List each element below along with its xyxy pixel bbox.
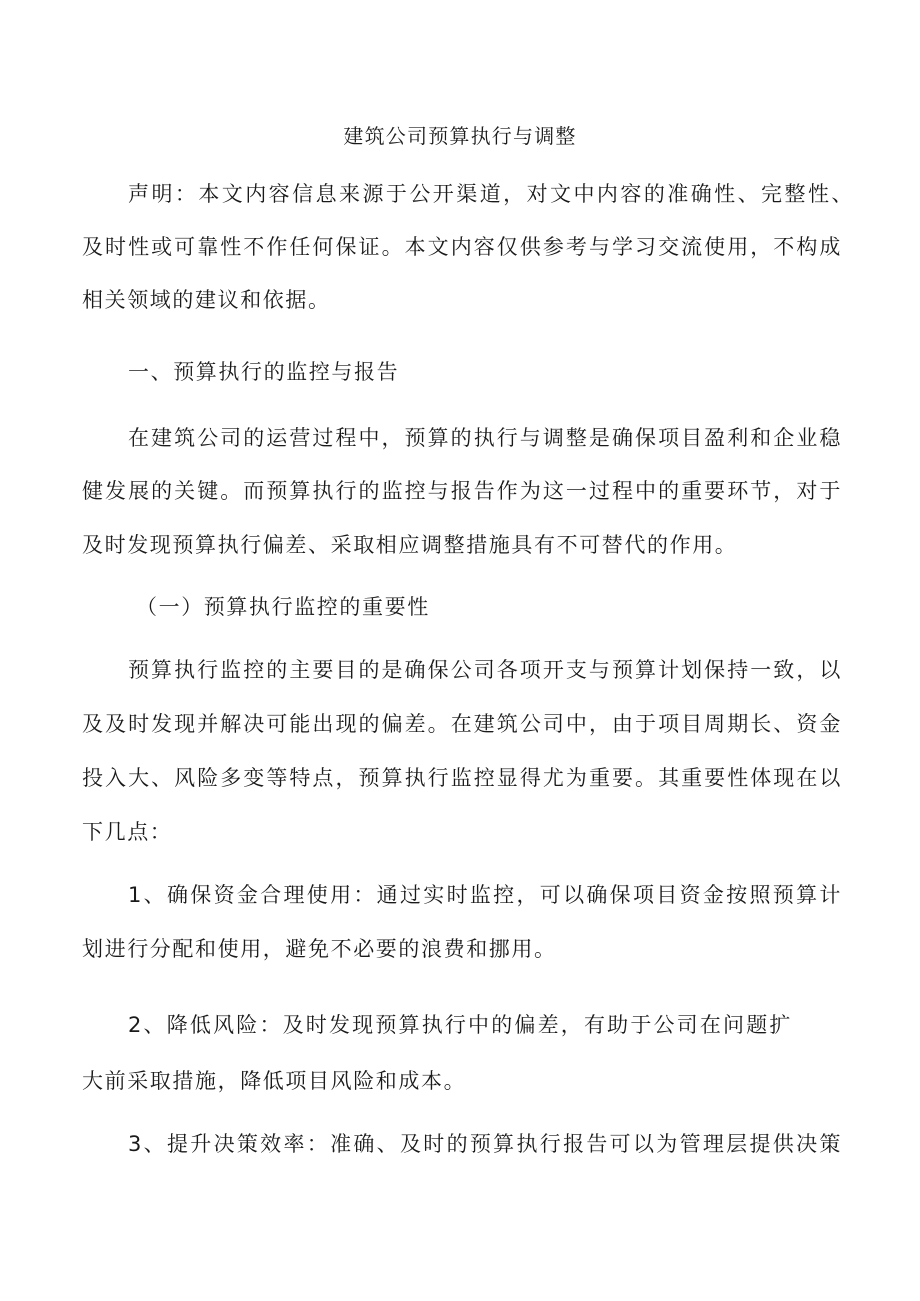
list-item-3-line-1: 3、提升决策效率：准确、及时的预算执行报告可以为管理层提供决策 — [128, 1132, 842, 1156]
paragraph-2-line-1: 预算执行监控的主要目的是确保公司各项开支与预算计划保持一致，以 — [128, 658, 842, 682]
document-title: 建筑公司预算执行与调整 — [343, 124, 577, 148]
section-heading-1: 一、预算执行的监控与报告 — [128, 360, 400, 384]
paragraph-1-line-1: 在建筑公司的运营过程中，预算的执行与调整是确保项目盈利和企业稳 — [128, 426, 842, 450]
paragraph-2-line-2: 及及时发现并解决可能出现的偏差。在建筑公司中，由于项目周期长、资金 — [82, 712, 842, 736]
paragraph-1-line-3: 及时发现预算执行偏差、采取相应调整措施具有不可替代的作用。 — [82, 533, 738, 557]
disclaimer-line-2: 及时性或可靠性不作任何保证。本文内容仅供参考与学习交流使用，不构成 — [82, 235, 842, 259]
list-item-1-line-1: 1、确保资金合理使用：通过实时监控，可以确保项目资金按照预算计 — [128, 883, 842, 907]
paragraph-1-line-2: 健发展的关键。而预算执行的监控与报告作为这一过程中的重要环节，对于 — [82, 479, 842, 503]
list-item-2-line-2: 大前采取措施，降低项目风险和成本。 — [82, 1069, 467, 1093]
subsection-heading-1: （一）预算执行监控的重要性 — [136, 595, 430, 619]
list-item-2-line-1: 2、降低风险：及时发现预算执行中的偏差，有助于公司在问题扩 — [128, 1013, 792, 1037]
disclaimer-line-3: 相关领域的建议和依据。 — [82, 288, 331, 312]
paragraph-2-line-4: 下几点： — [82, 820, 173, 844]
list-item-1-line-2: 划进行分配和使用，避免不必要的浪费和挪用。 — [82, 937, 557, 961]
disclaimer-line-1: 声明：本文内容信息来源于公开渠道，对文中内容的准确性、完整性、 — [128, 182, 854, 206]
paragraph-2-line-3: 投入大、风险多变等特点，预算执行监控显得尤为重要。其重要性体现在以 — [82, 766, 842, 790]
